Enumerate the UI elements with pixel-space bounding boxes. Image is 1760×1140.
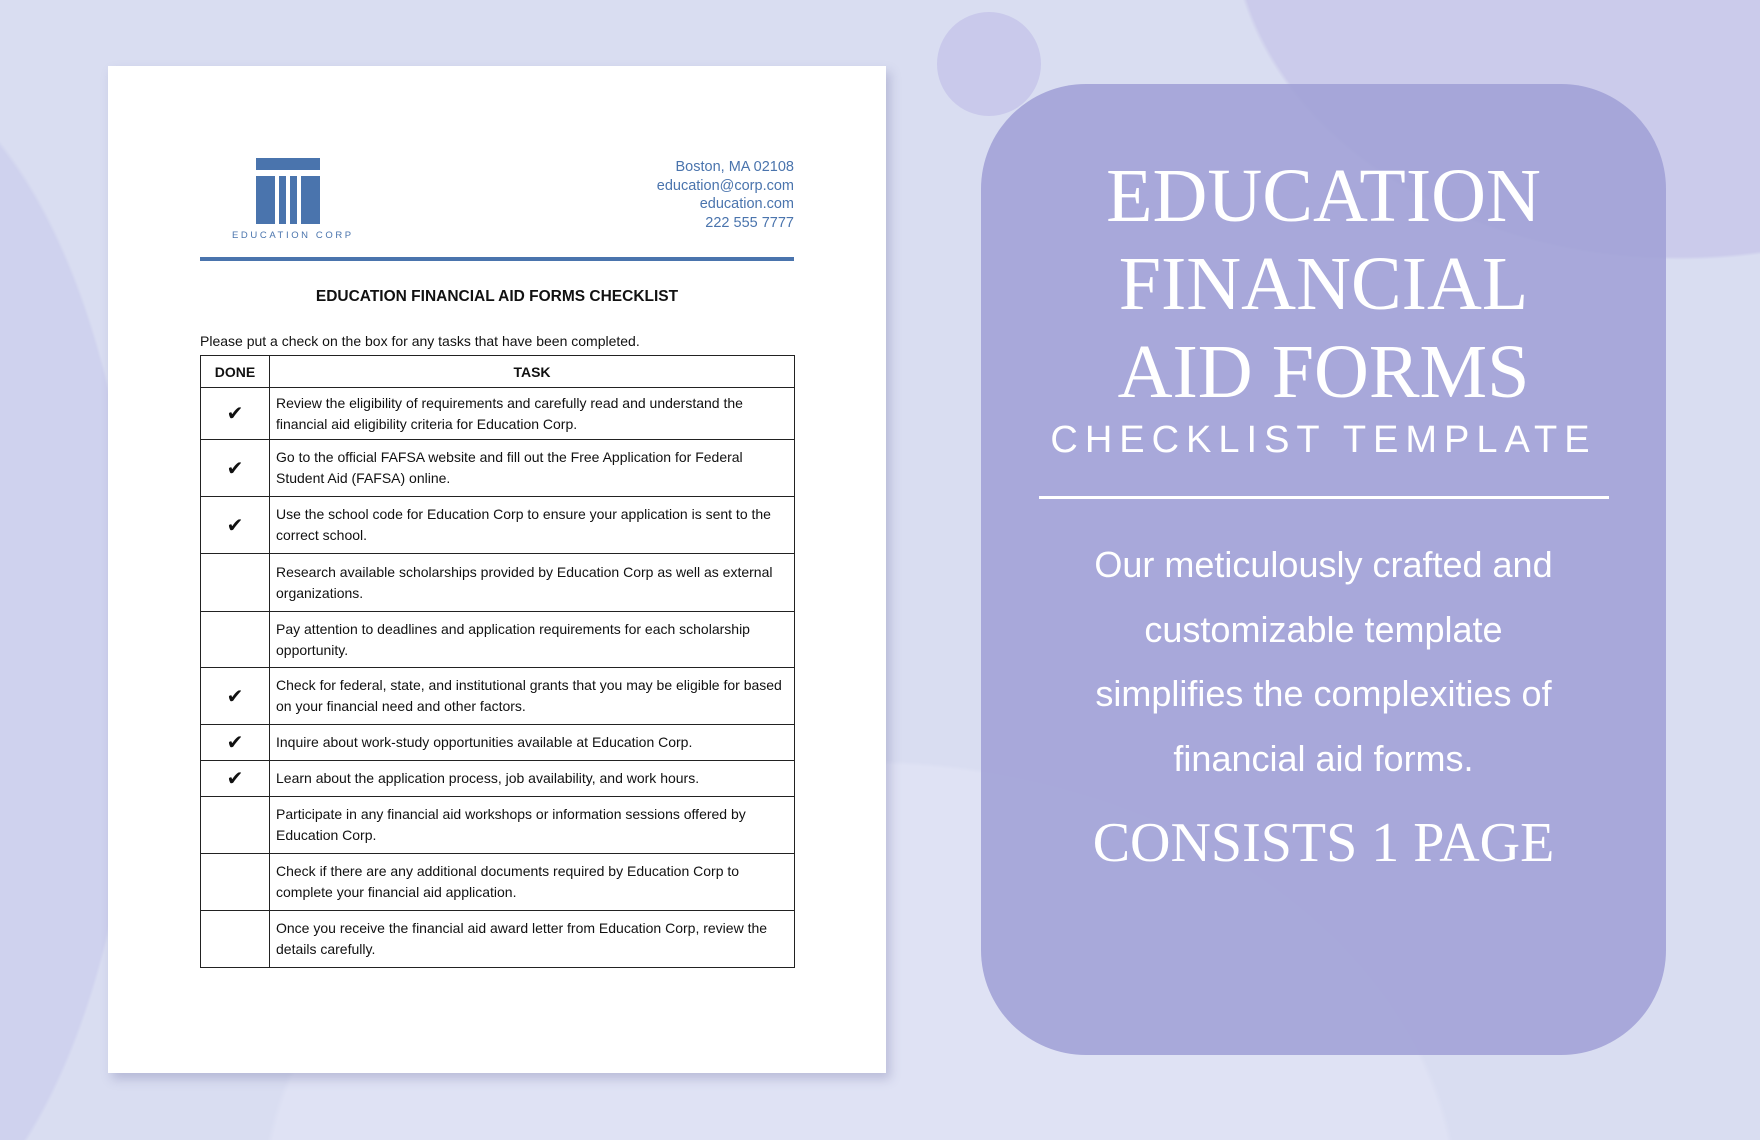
contact-website: education.com bbox=[699, 196, 794, 212]
contact-email: education@corp.com bbox=[656, 177, 794, 194]
table-row bbox=[201, 911, 795, 968]
done-checkbox[interactable] bbox=[201, 797, 270, 854]
promo-title-line: FINANCIAL bbox=[1118, 242, 1529, 326]
task-text: Check if there are any additional documents required by Education Corp to complete your financial aid application. bbox=[270, 854, 795, 911]
task-text: Pay attention to deadlines and application requirements for each scholarship opportunity. bbox=[270, 612, 795, 668]
done-checkbox[interactable]: ✔ bbox=[201, 388, 270, 440]
promo-divider bbox=[1039, 496, 1609, 499]
task-text: Learn about the application process, job availability, and work hours. bbox=[270, 761, 795, 797]
done-checkbox[interactable] bbox=[201, 854, 270, 911]
task-text: Inquire about work-study opportunities available at Education Corp. bbox=[270, 725, 795, 761]
table-row bbox=[201, 388, 795, 440]
task-text: Once you receive the financial aid award letter from Education Corp, review the details carefully. bbox=[270, 911, 795, 968]
done-checkbox[interactable] bbox=[201, 911, 270, 968]
task-text: Participate in any financial aid workshops or information sessions offered by Education Corp. bbox=[270, 797, 795, 854]
education-corp-logo-icon bbox=[256, 158, 320, 224]
table-row bbox=[201, 725, 795, 761]
instruction-text: Please put a check on the box for any tasks that have been completed. bbox=[200, 333, 640, 349]
table-row bbox=[201, 854, 795, 911]
done-checkbox[interactable]: ✔ bbox=[201, 761, 270, 797]
contact-info bbox=[657, 158, 794, 232]
task-text: Review the eligibility of requirements and carefully read and understand the financial aid eligibility criteria for Education Corp. bbox=[270, 388, 795, 440]
checklist-table bbox=[200, 355, 795, 968]
contact-address: Boston, MA 02108 bbox=[675, 159, 794, 175]
done-checkbox[interactable]: ✔ bbox=[201, 668, 270, 725]
promo-title-line: AID FORMS bbox=[1117, 330, 1530, 414]
done-checkbox[interactable] bbox=[201, 554, 270, 612]
promo-title-line: EDUCATION bbox=[1106, 154, 1541, 238]
task-text: Use the school code for Education Corp to ensure your application is sent to the correct school. bbox=[270, 497, 795, 554]
promo-title bbox=[981, 84, 1666, 416]
table-row bbox=[201, 497, 795, 554]
table-row bbox=[201, 554, 795, 612]
column-header-task: TASK bbox=[270, 356, 795, 388]
header-divider bbox=[200, 257, 794, 261]
table-row bbox=[201, 797, 795, 854]
table-row bbox=[201, 761, 795, 797]
done-checkbox[interactable]: ✔ bbox=[201, 497, 270, 554]
table-row bbox=[201, 668, 795, 725]
task-text: Research available scholarships provided by Education Corp as well as external organizations. bbox=[270, 554, 795, 612]
page-count: CONSISTS 1 PAGE bbox=[1092, 812, 1555, 874]
promo-subtitle: CHECKLIST TEMPLATE bbox=[1050, 419, 1597, 461]
done-checkbox[interactable] bbox=[201, 612, 270, 668]
table-row bbox=[201, 440, 795, 497]
contact-phone: 222 555 7777 bbox=[705, 214, 794, 231]
column-header-done: DONE bbox=[201, 356, 270, 388]
document-preview bbox=[108, 66, 886, 1073]
logo-text: EDUCATION CORP bbox=[232, 230, 354, 241]
task-text: Check for federal, state, and institutional grants that you may be eligible for based on your financial need and other factors. bbox=[270, 668, 795, 725]
promo-description: Our meticulously crafted and customizable template simplifies the complexities of financial aid forms. bbox=[1094, 544, 1553, 779]
table-row bbox=[201, 612, 795, 668]
task-text: Go to the official FAFSA website and fill out the Free Application for Federal Student Aid (FAFSA) online. bbox=[270, 440, 795, 497]
document-title: EDUCATION FINANCIAL AID FORMS CHECKLIST bbox=[315, 288, 679, 305]
done-checkbox[interactable]: ✔ bbox=[201, 725, 270, 761]
done-checkbox[interactable]: ✔ bbox=[201, 440, 270, 497]
promo-card bbox=[981, 84, 1666, 1055]
